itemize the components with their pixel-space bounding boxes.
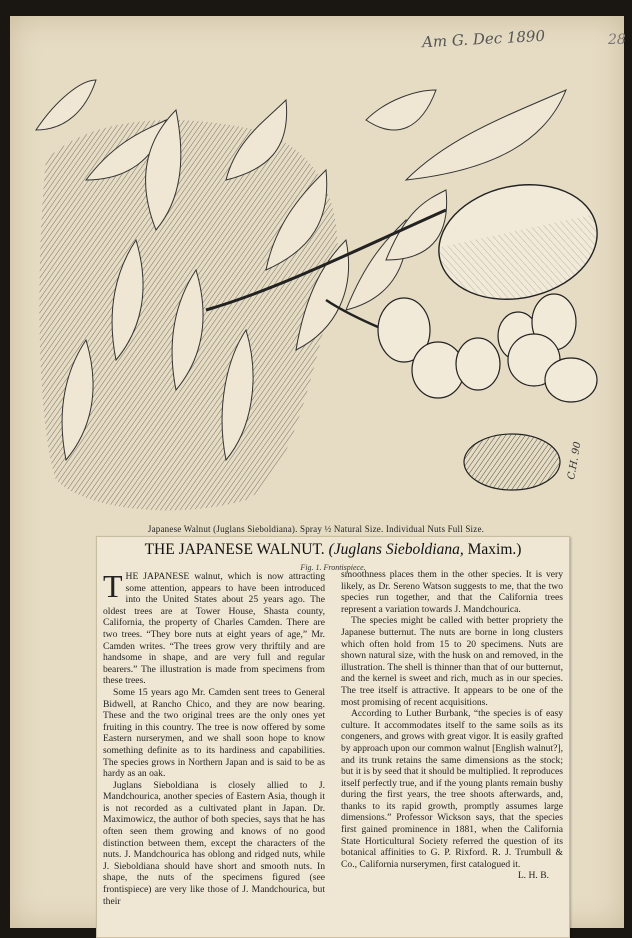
article-column-2 [341,569,563,882]
husked-walnut [464,434,560,490]
nut-cluster [378,294,597,402]
artist-signature: C.H. 90 [566,440,584,481]
illustration-caption: Japanese Walnut (Juglans Sieboldiana). Spray ½ Natural Size. Individual Nuts Full Size. [147,524,485,534]
paragraph: smoothness places them in the other species. It is very likely, as Dr. Sereno Watson suggests to me, that the two species run together, and that the California trees represent a variation towards J. Mandchourica. [341,569,563,615]
walnut-illustration [26,60,606,526]
paragraph: According to Luther Burbank, “the species is of easy culture. It accommodates itself to the same soils as its congeners, and grows with great vigor. It is easily grafted by approach upon our common walnut [English walnut?], and its trunk retains the same dimensions as the stock; but it is by seed that it should be multiplied. It reproduces itself perfectly true, and if the young plants remain bushy during the first years, the tree shoots afterwards, and, thanks to its rapid growth, promptly assumes large dimensions.” Professor Wickson says, that the species first gained prominence in 1881, when the California State Horticultural Society referred the question of its botanical affinities to G. P. Rixford. R. J. Trumbull & Co., California nurserymen, first catalogued it. [341,708,563,870]
handwritten-annotation: Am G. Dec 1890 [421,26,546,52]
author-signature: L. H. B. [517,870,549,882]
article-title: THE JAPANESE WALNUT. (Juglans Sieboldiana, Maxim.) [144,541,522,558]
drop-cap: T [103,568,123,604]
paragraph: Some 15 years ago Mr. Camden sent trees to General Bidwell, at Rancho Chico, and they are now bearing. These and the two original trees are the only ones yet fruiting in this country. The tree is now offered by some Eastern nurserymen, and we shall soon hope to know something definite as to its hardiness and capabilities. The species grows in Northern Japan and is said to be as hardy as an oak. [103,686,325,780]
paragraph: THE JAPANESE walnut, which is now attracting some attention, appears to have been introduced into the United States about 25 years ago. The oldest trees are at Tower House, Shasta county, California, the property of Charles Camden. There are two trees. “They bore nuts at eight years of age,” Mr. Camden writes. “The trees grow very thriftily and are handsome in shape, and are very full and regular bearers.” The illustration is made from specimens from these trees. [103,568,325,687]
paper-sheet [10,16,624,928]
page-number: 28 [608,32,626,48]
figure-reference: Fig. 1. Frontispiece. [300,563,366,572]
article-column-1 [103,568,325,907]
article-clipping [96,536,570,938]
paragraph: The species might be called with better propriety the Japanese butternut. The nuts are borne in long clusters which often hold from 15 to 20 specimens. Nuts are shown natural size, with the husk on and removed, in the illustration. The shell is thinner than that of our butternut, and the kernel is sweet and rich, much as in our species. The tree itself is attractive. It appears to be one of the most promising of recent acquisitions. [341,615,563,708]
paragraph: Juglans Sieboldiana is closely allied to J. Mandchourica, another species of Eastern Asia, though it is not recorded as a cultivated plant in Japan. Dr. Maximowicz, the author of both species, says that he has often seen them growing and knows of no good distinction between them, except the characters of the nuts. J. Mandchourica has oblong and ridged nuts, while J. Sieboldiana should have short and smooth nuts. In shape, the nuts of the specimens figured (see frontispiece) are very like those of J. Mandchourica, but their [103,779,325,907]
large-walnut [428,171,606,314]
